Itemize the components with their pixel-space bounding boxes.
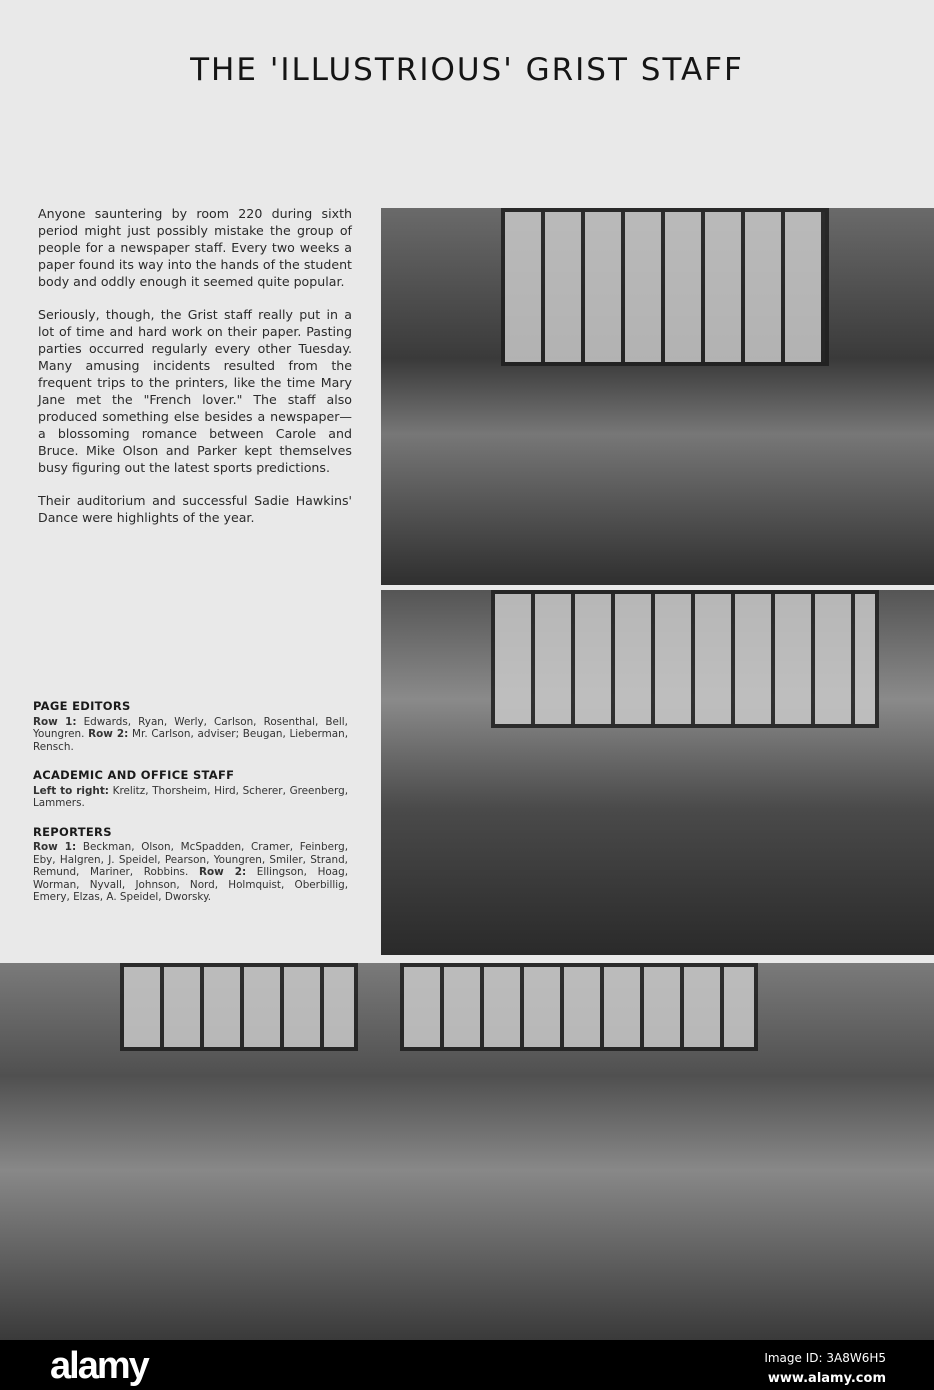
window: [400, 963, 758, 1051]
watermark-footer: [0, 1340, 934, 1390]
alamy-logo: alamy: [50, 1345, 148, 1387]
section-heading: ACADEMIC AND OFFICE STAFF: [33, 768, 235, 782]
paragraph: Seriously, though, the Grist staff really put in a lot of time and hard work on their paper. Pasting parties occurred regularly every other Tuesday. Many amusing incidents resulted from the frequent trips to the printers, like the time Mary Jane met the "French lover." The staff also produced something else besides a newspaper—a blossoming romance between Carole and Bruce. Mike Olson and Parker kept themselves busy figuring out the latest sports predictions.: [38, 307, 352, 475]
window: [491, 590, 879, 728]
page-title: THE 'ILLUSTRIOUS' GRIST STAFF: [190, 52, 744, 88]
image-info: [764, 1348, 886, 1389]
row-label: Row 1:: [33, 841, 77, 853]
credits-academic-office-staff: [33, 769, 348, 810]
window: [120, 963, 358, 1051]
row-label: Row 2:: [88, 728, 129, 740]
credits-reporters: [33, 826, 348, 904]
body-text: [38, 205, 352, 542]
site-url: www.alamy.com: [767, 1371, 886, 1386]
names: Beckman, Olson, McSpadden, Cramer, Feinberg, Eby, Halgren, J. Speidel, Pearson, Youngren, Smiler, Strand, Remund, Mariner, Robbins.: [33, 841, 348, 878]
section-heading: PAGE EDITORS: [33, 699, 131, 713]
names: Edwards, Ryan, Werly, Carlson, Rosenthal, Bell, Youngren.: [33, 715, 348, 740]
photo-page-editors: [381, 208, 934, 585]
names: Ellingson, Hoag, Worman, Nyvall, Johnson, Nord, Holmquist, Oberbillig, Emery, Elzas, A. Speidel, Dworsky.: [33, 866, 349, 903]
row-label: Left to right:: [33, 784, 109, 797]
photo-academic-office-staff: [381, 590, 934, 955]
names: Krelitz, Thorsheim, Hird, Scherer, Greenberg, Lammers.: [33, 784, 349, 809]
section-heading: REPORTERS: [33, 824, 112, 839]
row-label: Row 2:: [198, 866, 247, 878]
names: Mr. Carlson, adviser; Beugan, Lieberman, Rensch.: [33, 728, 348, 753]
credits-page-editors: [33, 700, 348, 753]
paragraph: Anyone sauntering by room 220 during sixth period might just possibly mistake the group of people for a newspaper staff. Every two weeks a paper found its way into the hands of the student body and oddly enough it seemed quite popular.: [38, 206, 352, 289]
window: [501, 208, 829, 366]
photo-reporters: [0, 963, 934, 1340]
row-label: Row 1:: [33, 715, 77, 728]
image-id: Image ID: 3A8W6H5: [764, 1351, 886, 1365]
paragraph: Their auditorium and successful Sadie Hawkins' Dance were highlights of the year.: [38, 493, 352, 525]
photo-credits: [33, 700, 348, 920]
